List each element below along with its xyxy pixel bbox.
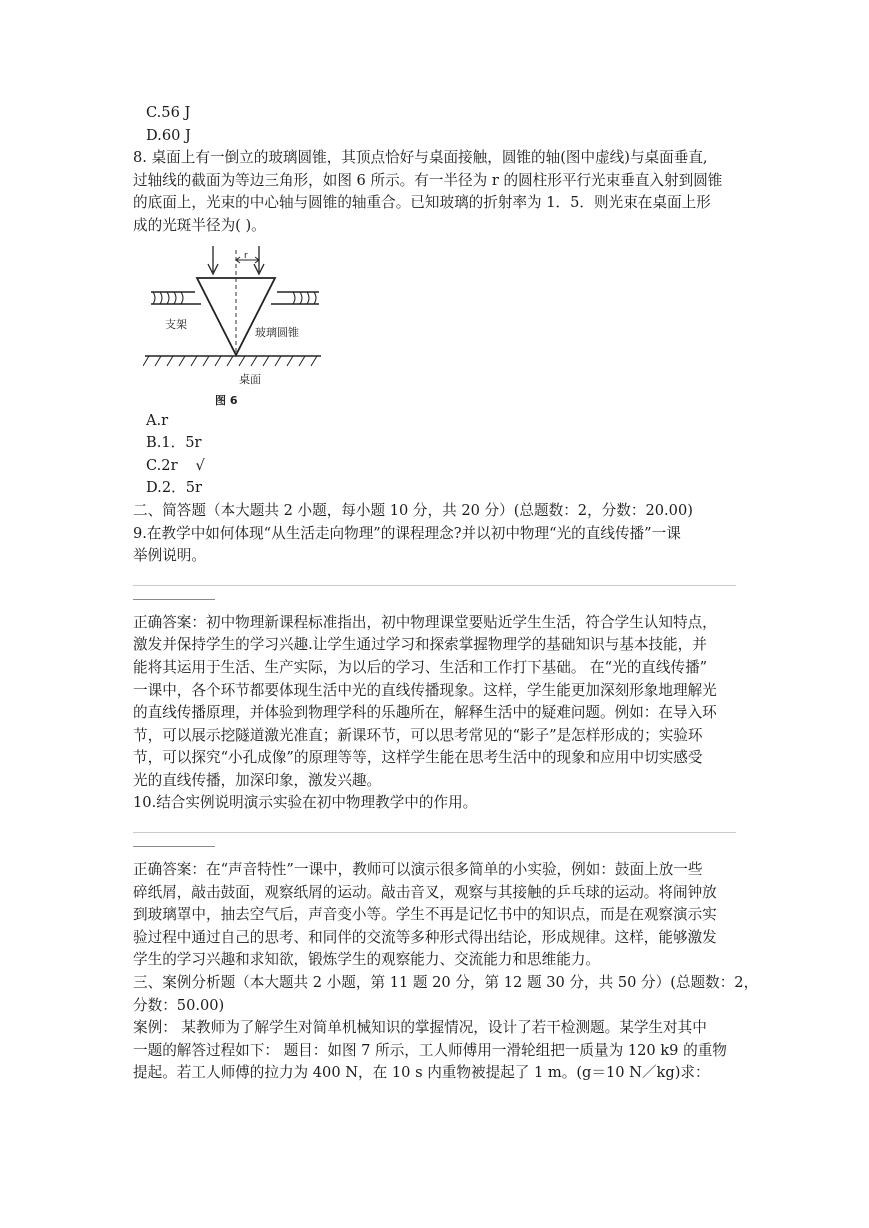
section-3-heading-line-1: 三、案例分析题（本大题共 2 小题，第 11 题 20 分，第 12 题 30 分，共 50 分）(总题数：2， xyxy=(133,974,759,992)
q9-stem-line-2: 举例说明。 xyxy=(133,547,206,565)
figure-label-cone: 玻璃圆锥 xyxy=(255,325,299,339)
section-2-heading: 二、简答题（本大题共 2 小题，每小题 10 分，共 20 分）(总题数：2，分数：20.00) xyxy=(133,501,693,519)
figure-6-drawing xyxy=(143,244,323,408)
q9-stem-line-1: 9.在教学中如何体现“从生活走向物理”的课程理念?并以初中物理“光的直线传播”一课 xyxy=(133,524,681,542)
figure-caption: 图 6 xyxy=(215,393,238,407)
q8-option-d: D.2．5r xyxy=(146,479,202,497)
answer-divider-short xyxy=(133,599,215,600)
case-text-line-1: 案例： 某教师为了解学生对简单机械知识的掌握情况，设计了若干检测题。某学生对其中 xyxy=(133,1019,707,1037)
q8-stem-line-2: 过轴线的截面为等边三角形，如图 6 所示。有一半径为 r 的圆柱形平行光束垂直入射到圆锥 xyxy=(133,171,723,189)
figure-6-glass-cone xyxy=(143,244,323,408)
figure-label-support: 支架 xyxy=(165,317,187,331)
q8-option-c: C.2r √ xyxy=(146,456,205,474)
q8-stem-line-4: 成的光斑半径为( )。 xyxy=(133,216,266,234)
q7-option-c: C.56 J xyxy=(146,104,191,121)
document-page xyxy=(133,102,759,1085)
answer-divider xyxy=(133,585,736,586)
q8-option-b: B.1．5r xyxy=(146,434,202,452)
q7-option-d: D.60 J xyxy=(146,126,191,144)
q8-stem-line-1: 8. 桌面上有一倒立的玻璃圆锥，其顶点恰好与桌面接触，圆锥的轴(图中虚线)与桌面垂直, xyxy=(133,149,708,167)
q10-stem: 10.结合实例说明演示实验在初中物理教学中的作用。 xyxy=(133,794,478,812)
correct-checkmark-icon: √ xyxy=(195,456,205,474)
section-3-heading-line-2: 分数：50.00) xyxy=(133,996,225,1014)
answer-divider xyxy=(133,832,736,833)
q10-answer: 正确答案：在“声音特性”一课中，教师可以演示很多简单的小实验，例如：鼓面上放一些 碎纸屑，敲击鼓面，观察纸屑的运动。敲击音叉，观察与其接触的乒乓球的运动。将闹钟放 到玻璃罩中，抽去空气后，声音变小等。学生不再是记忆书中的知识点，而是在观察演示实 验过程中通过自己的思考、和同伴的交流等多种形式得出结论，形成规律。这样，能够激发 学生的学习兴趣和求知欲，锻炼学生的观察能力、交流能力和思维能力。 xyxy=(133,861,717,969)
figure-label-table: 桌面 xyxy=(239,372,261,386)
q9-answer: 正确答案：初中物理新课程标准指出，初中物理课堂要贴近学生生活，符合学生认知特点， 激发并保持学生的学习兴趣.让学生通过学习和探索掌握物理学的基础知识与基本技能，并 能将其运用于生活、生产实际，为以后的学习、生活和工作打下基础。 在“光的直线传播” 一课中，各个环节都要体现生活中光的直线传播现象。这样，学生能更加深刻形象地理解光 的直线传播原理，并体验到物理学科的乐趣所在，解释生活中的疑难问题。例如：在导入环 节，可以展示挖隧道激光准直；新课环节，可以思考常见的“影子”是怎样形成的；实验环 节，可以探究“小孔成像”的原理等等，这样学生能在思考生活中的现象和应用中切实感受 光的直线传播，加深印象，激发兴趣。 xyxy=(133,613,717,789)
answer-divider-short xyxy=(133,846,215,847)
q8-stem-line-3: 的底面上，光束的中心轴与圆锥的轴重合。已知玻璃的折射率为 1．5．则光束在桌面上形 xyxy=(133,194,711,212)
figure-label-r: r xyxy=(244,250,248,261)
case-text-line-3: 提起。若工人师傅的拉力为 400 N，在 10 s 内重物被提起了 1 m。(g＝10 N／kg)求： xyxy=(133,1064,710,1082)
case-text-line-2: 一题的解答过程如下： 题目：如图 7 所示，工人师傅用一滑轮组把一质量为 120 k9 的重物 xyxy=(133,1041,727,1059)
q8-option-a: A.r xyxy=(146,411,169,429)
